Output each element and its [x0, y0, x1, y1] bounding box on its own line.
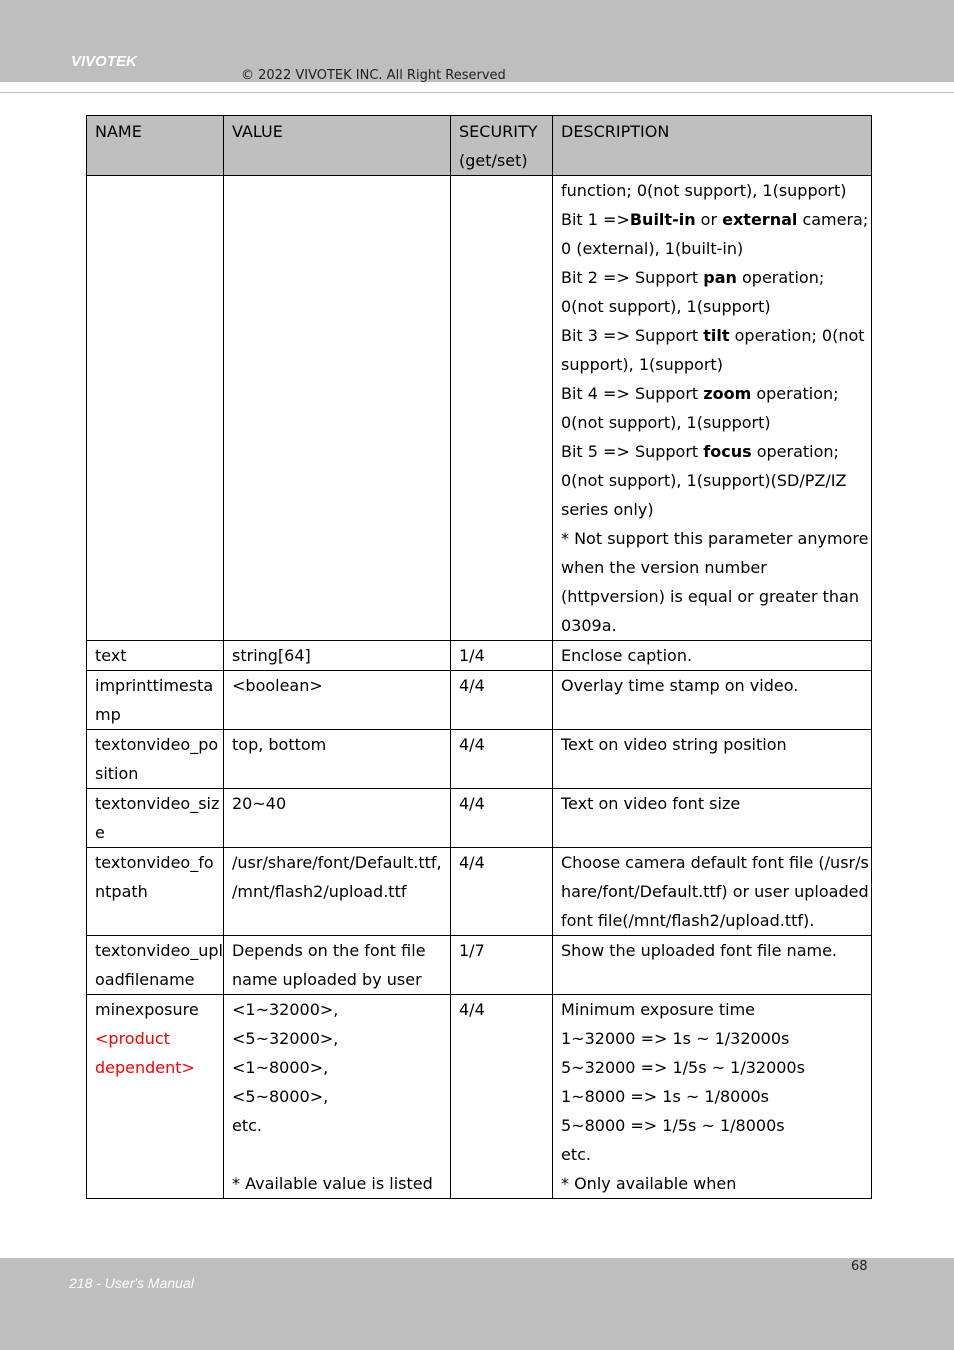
table-row	[87, 641, 872, 671]
name-cell: textonvideo_fontpath	[87, 848, 224, 936]
desc-line: 1~32000 => 1s ~ 1/32000s	[561, 1029, 790, 1048]
name-cell: text	[87, 641, 224, 671]
value-cell: string[64]	[224, 641, 451, 671]
value-cell: /usr/share/font/Default.ttf, /mnt/flash2/upload.ttf	[224, 848, 451, 936]
name-cell	[87, 176, 224, 641]
column-header-value: VALUE	[224, 116, 451, 176]
desc-line: * Only available when	[561, 1174, 737, 1193]
name-cell: textonvideo_uploadfilename	[87, 936, 224, 995]
desc-line: 5~8000 => 1/5s ~ 1/8000s	[561, 1116, 785, 1135]
copyright-notice: © 2022 VIVOTEK INC. All Right Reserved	[241, 68, 506, 83]
security-cell	[451, 176, 553, 641]
value-cell: Depends on the font file name uploaded by user	[224, 936, 451, 995]
header-divider	[0, 92, 954, 93]
parameter-table	[86, 115, 872, 1199]
desc-line: 5~32000 => 1/5s ~ 1/32000s	[561, 1058, 805, 1077]
name-cell: imprinttimestamp	[87, 671, 224, 730]
description-cell: Overlay time stamp on video.	[553, 671, 872, 730]
desc-bit5: Bit 5 => Support focus operation; 0(not support), 1(support)(SD/PZ/IZ series only)	[561, 442, 847, 519]
description-cell: Enclose caption.	[553, 641, 872, 671]
value-line: <1~8000>,	[232, 1058, 329, 1077]
desc-line: Minimum exposure time	[561, 1000, 755, 1019]
value-cell: top, bottom	[224, 730, 451, 789]
description-cell	[553, 995, 872, 1199]
security-cell: 1/4	[451, 641, 553, 671]
desc-note: * Not support this parameter anymore when the version number (httpversion) is equal or greater than 0309a.	[561, 529, 869, 635]
table-row	[87, 671, 872, 730]
table-row-minexposure	[87, 995, 872, 1199]
page-footer	[0, 1258, 954, 1350]
table-row-continuation	[87, 176, 872, 641]
desc-bit1: Bit 1 =>Built-in or external camera; 0 (external), 1(built-in)	[561, 210, 869, 258]
table-row	[87, 789, 872, 848]
name-cell: textonvideo_position	[87, 730, 224, 789]
value-cell: 20~40	[224, 789, 451, 848]
desc-line: etc.	[561, 1145, 591, 1164]
column-header-name: NAME	[87, 116, 224, 176]
value-cell	[224, 995, 451, 1199]
security-cell: 4/4	[451, 789, 553, 848]
description-cell: Text on video string position	[553, 730, 872, 789]
value-note: * Available value is listed	[232, 1174, 433, 1193]
value-line: <1~32000>,	[232, 1000, 339, 1019]
value-line: <5~32000>,	[232, 1029, 339, 1048]
value-cell: <boolean>	[224, 671, 451, 730]
name-cell: textonvideo_size	[87, 789, 224, 848]
security-cell: 4/4	[451, 995, 553, 1199]
brand-logo: VIVOTEK	[71, 53, 137, 70]
blank-line	[232, 1140, 450, 1169]
page-number: 68	[851, 1259, 868, 1274]
description-cell: Show the uploaded font file name.	[553, 936, 872, 995]
table-row	[87, 730, 872, 789]
table-row	[87, 848, 872, 936]
table-header-row	[87, 116, 872, 176]
param-name: minexposure	[95, 1000, 199, 1019]
desc-bit4: Bit 4 => Support zoom operation; 0(not support), 1(support)	[561, 384, 839, 432]
desc-bit3: Bit 3 => Support tilt operation; 0(not support), 1(support)	[561, 326, 865, 374]
name-cell	[87, 995, 224, 1199]
security-cell: 4/4	[451, 848, 553, 936]
value-cell	[224, 176, 451, 641]
column-header-description: DESCRIPTION	[553, 116, 872, 176]
security-cell: 1/7	[451, 936, 553, 995]
description-cell	[553, 176, 872, 641]
security-cell: 4/4	[451, 671, 553, 730]
desc-function-line: function; 0(not support), 1(support)	[561, 181, 847, 200]
product-dependent-note: <product dependent>	[95, 1029, 195, 1077]
column-header-security: SECURITY(get/set)	[451, 116, 553, 176]
value-line: etc.	[232, 1116, 262, 1135]
description-cell: Text on video font size	[553, 789, 872, 848]
manual-label: 218 - User's Manual	[69, 1275, 194, 1291]
description-cell: Choose camera default font file (/usr/share/font/Default.ttf) or user uploaded font file(/mnt/flash2/upload.ttf).	[553, 848, 872, 936]
desc-line: 1~8000 => 1s ~ 1/8000s	[561, 1087, 770, 1106]
security-cell: 4/4	[451, 730, 553, 789]
desc-bit2: Bit 2 => Support pan operation; 0(not support), 1(support)	[561, 268, 825, 316]
value-line: <5~8000>,	[232, 1087, 329, 1106]
table-row	[87, 936, 872, 995]
